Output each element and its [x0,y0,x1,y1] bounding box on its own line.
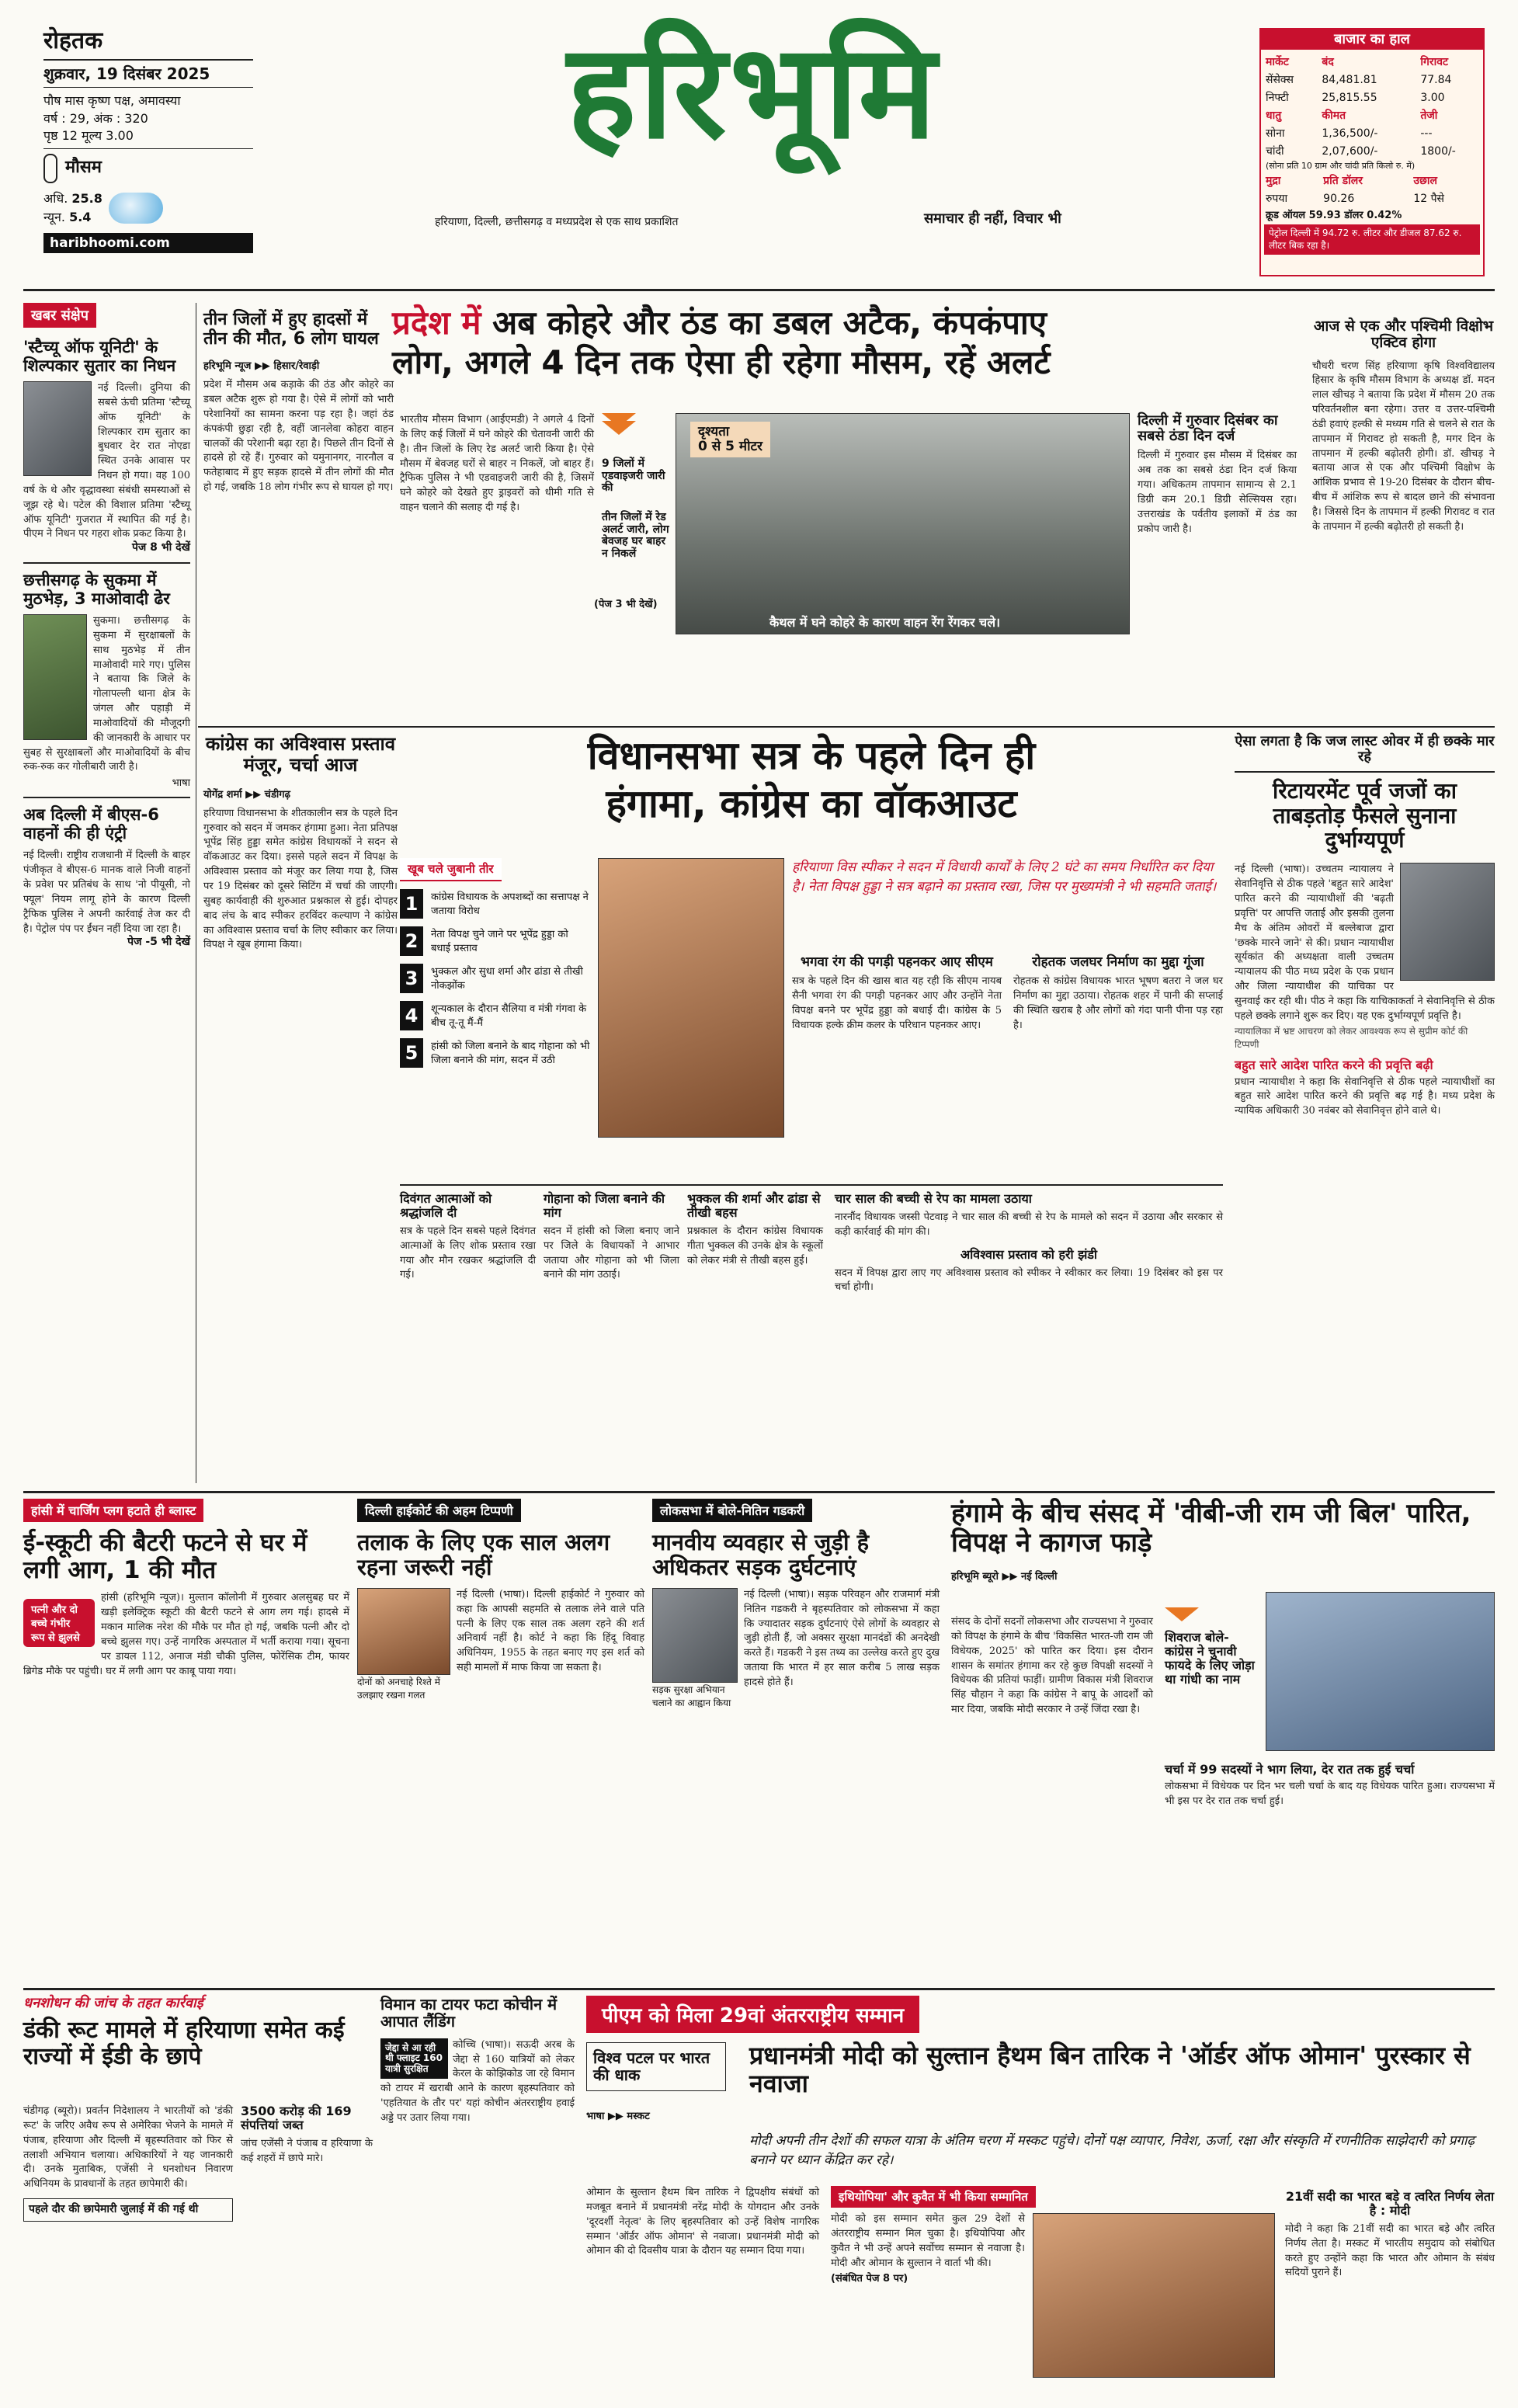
vbg-quote-box [1165,1607,1258,1687]
scooty-kicker: हांसी में चार्जिंग प्लग हटाते ही ब्लास्ट [23,1499,203,1522]
assembly-side-headline: कांग्रेस का अविश्वास प्रस्ताव मंजूर, चर्चा आज [205,733,396,776]
western-body: चौधरी चरण सिंह हरियाणा कृषि विश्वविद्यालय हिसार के कृषि मौसम विभाग के अध्यक्ष डॉ. मदन लाल खीचड़ ने बताया कि प्रदेश में मौसम 20 तक परिवर्तनशील बना रहेगा। उत्तर व उत्तर-पश्चिमी ठंडी हवाएं हल्की से मध्यम गति से चलने से रात के तापमान में गिरावट हो सकती है, मगर दिन के तापमान में हल्की बढ़ोतरी होगी। डॉ. खीचड़ ने बताया आज से एक और पश्चिमी विक्षोभ के आंशिक प्रभाव से 19-20 दिसंबर के दौरान बीच-बीच में आंशिक रूप से बादल छाने की संभावना है। जिससे दिन के तापमान में हल्की गिरावट व रात के तापमान में हल्की बढ़ोतरी हो सकती है। [1312,360,1495,533]
row-divider [23,1491,1495,1493]
visibility-badge [690,422,770,457]
tagline-left: हरियाणा, दिल्ली, छत्तीसगढ़ व मध्यप्रदेश से एक साथ प्रकाशित [435,216,679,228]
century-story [1285,2190,1495,2281]
gadkari-kicker: लोकसभा में बोले-नितिन गडकरी [652,1499,812,1522]
judges-body: नई दिल्ली (भाषा)। उच्चतम न्यायालय ने सेवानिवृत्ति से ठीक पहले 'बहुत सारे आदेश' पारित करने की न्यायाधीशों की 'बढ़ती प्रवृत्ति' पर आपत्ति जताई और इसकी तुलना मैच के अंतिम ओवरों में बल्लेबाज द्वारा 'छक्के मारने जाने' से की। प्रधान न्यायाधीश सूर्यकांत की अध्यक्षता वाली उच्चतम न्यायालय की पीठ मध्य प्रदेश के एक प्रधान और जिला न्यायाधीश की याचिका पर सुनवाई कर रही थी। पीठ ने कहा कि याचिकाकर्ता ने सेवानिवृत्ति से ठीक पहले छक्के लगाने शुरू कर दिए। यह एक दुर्भाग्यपूर्ण प्रवृत्ति है। [1235,863,1495,1022]
judges-sub-body: प्रधान न्यायाधीश ने कहा कि सेवानिवृत्ति से ठीक पहले न्यायाधीशों का बहुत सारे आदेश पारित करने की प्रवृत्ति बढ़ गई है। मध्य प्रदेश के न्यायिक अधिकारी 30 नवंबर को सेवानिवृत्त होने वाले थे। [1235,1075,1495,1117]
assembly-lead-story [400,734,1223,1487]
rohtak-water-story [1013,955,1223,1033]
page-ref[interactable]: पेज 8 भी देखें [131,541,190,554]
sub-body: सदन में विपक्ष द्वारा लाए गए अविश्वास प्रस्ताव को स्पीकर ने स्वीकार कर लिया। 19 दिसंबर को इस पर चर्चा होगी। [835,1267,1223,1294]
rape-case-story [835,1192,1223,1295]
fog-lead-story [392,304,1301,724]
century-headline: 21वीं सदी का भारत बड़े व त्वरित निर्णय लेता है : मोदी [1285,2189,1495,2218]
justice-photo [1400,863,1495,981]
min-temp-label: न्यून. [43,209,65,224]
chevron-icon [1165,1607,1199,1621]
assembly-headline-line1: विधानसभा सत्र के पहले दिन ही [587,733,1036,778]
gadkari-story [652,1499,940,1980]
western-headline: आज से एक और पश्चिमी विक्षोभ एक्टिव होगा [1313,318,1494,352]
edition-date: शुक्रवार, 19 दिसंबर 2025 [43,64,210,83]
min-temp: 5.4 [69,209,92,224]
dhak-title: विश्व पटल पर भारत की धाक [593,2048,710,2085]
market-cell: 25,815.55 [1322,91,1377,104]
website-link[interactable]: haribhoomi.com [43,233,253,253]
scooty-badge: पत्नी और दो बच्चे गंभीर रूप से झुलसे [23,1599,95,1647]
market-header: धातु [1266,109,1282,123]
max-temp-label: अधि. [43,190,68,206]
market-cell: --- [1420,127,1433,140]
judges-headline: रिटायरमेंट पूर्व जजों का ताबड़तोड़ फैसले सुनाना दुर्भाग्यपूर्ण [1273,778,1457,853]
brief-body: सुकमा। छत्तीसगढ़ के सुकमा में सुरक्षाबलों के साथ मुठभेड़ में तीन माओवादी मारे गए। पुलिस ने बताया कि जिले के गोलापल्ली थाना क्षेत्र के जंगल और पहाड़ी में माओवादियों की मौजूदगी की जानकारी के आधार पर सुबह से सुरक्षाबलों और माओवादियों के बीच रुक-रुक कर गोलीबारी जारी है। [23,615,190,773]
accident-headline: तीन जिलों में हुए हादसों में तीन की मौत, 6 लोग घायल [203,310,379,349]
list-number: 2 [400,926,423,956]
list-number: 3 [400,964,423,993]
scooty-story [23,1499,349,1980]
list-number: 5 [400,1038,423,1068]
market-header: गिरावट [1420,56,1449,69]
ed-stat [241,2104,373,2167]
market-cell: चांदी [1266,145,1284,158]
market-header: उछाल [1413,175,1437,188]
sub-headline: चार साल की बच्ची से रेप का मामला उठाया [835,1191,1032,1206]
fog-kicker: प्रदेश में [392,304,481,342]
sub-body: सदन में हांसी को जिला बनाए जाने पर जिले के विधायकों ने आभार जताया और गोहाना को भी जिला बनाने की मांग उठाई। [544,1225,679,1281]
market-header: प्रति डॉलर [1323,175,1363,188]
brief-body: नई दिल्ली। दुनिया की सबसे ऊंची प्रतिमा 'स्टैच्यू ऑफ यूनिटी' के शिल्पकार राम सुतार का बुधवार देर रात नोएडा स्थित उनके आवास पर निधन हो गया। वह 100 वर्ष के थे और वृद्धावस्था संबंधी समस्याओं से जूझ रहे थे। पटेल की विशाल प्रतिमा 'स्टैच्यू ऑफ यूनिटी' गुजरात में स्थापित की गई है। पीएम ने निधन पर गहरा शोक प्रकट किया है। [23,382,190,540]
ethiopia-kicker: इथियोपिया' और कुवैत में भी किया सम्मानित [831,2186,1036,2208]
sub-headline: भुक्कल की शर्मा और ढांडा से तीखी बहस [687,1191,821,1220]
ed-raids-story [23,1996,373,2399]
ed-badge: पहले दौर की छापेमारी जुलाई में की गई थी [23,2198,233,2222]
logo-text: हरिभूमि [567,16,940,168]
tagline-right: समाचार ही नहीं, विचार भी [924,210,1061,227]
crude-oil: क्रूड ऑयल 59.93 डॉलर 0.42% [1266,210,1402,222]
judges-sub-headline: बहुत सारे आदेश पारित करने की प्रवृत्ति बढ़ी [1235,1057,1433,1072]
market-cell: 90.26 [1323,192,1355,205]
accident-dateline: हरिभूमि न्यूज ▶▶ हिसार/रेवाड़ी [203,360,320,373]
fog-headline-line1 [392,304,1301,341]
list-item: शून्यकाल के दौरान सैलिया व मंत्री गंगवा के बीच तू-तू मैं-मैं [431,1003,587,1029]
ed-stat-value: 3500 करोड़ की 169 संपत्तियां जब्त [241,2104,352,2132]
market-cell: 12 पैसे [1413,193,1445,206]
brief-source: भाषा [172,777,190,790]
judges-kicker: ऐसा लगता है कि जज लास्ट ओवर में ही छक्के मार रहे [1235,733,1495,766]
sukma-photo [23,614,87,740]
market-cell: 3.00 [1420,91,1445,104]
market-cell: 1,36,500/- [1322,127,1378,140]
assembly-dateline: योगेंद्र शर्मा ▶▶ चंडीगढ़ [203,788,290,801]
vbg-note [1165,1763,1495,1809]
market-header: बंद [1322,56,1334,69]
market-table [1261,53,1483,160]
fog-photo [676,413,1130,634]
divorce-headline: तलाक के लिए एक साल अलग रहना जरूरी नहीं [357,1529,610,1581]
list-item: कांग्रेस विधायक के अपशब्दों का सत्तापक्ष ने जताया विरोध [431,891,589,917]
max-temp: 25.8 [71,190,102,206]
market-cell: 84,481.81 [1322,73,1377,86]
ed-stat-body: जांच एजेंसी ने पंजाब व हरियाणा के कई शहरों में छापे मारे। [241,2137,373,2164]
fog-infographic [602,413,672,561]
scooty-body: हांसी (हरिभूमि न्यूज)। मुल्तान कॉलोनी में गुरुवार अलसुबह घर में खड़ी इलेक्ट्रिक स्कूटी की बैटरी फटने से आग लग गई। हादसे में मकान मालिक नरेश की मौके पर मौत हो गई, जबकि पत्नी और दो बच्चे झुलस गए। उन्हें नागरिक अस्पताल में भर्ती कराया गया। सूचना पर डायल 112, अनाज मंडी चौकी पुलिस, फोरेंसिक टीम, फायर ब्रिगेड मौके पर पहुंची। घर में लगी आग पर काबू पाया गया। [23,1592,349,1677]
market-cell: सेंसेक्स [1266,74,1294,87]
ethiopia-body: मोदी को इस सम्मान समेत कुल 29 देशों से अंतरराष्ट्रीय सम्मान मिल चुका है। इथियोपिया और कुवैत ने भी उन्हें अपने सर्वोच्च सम्मान से नवाजा है। मोदी और ओमान के सुल्तान ने वार्ता भी की। [831,2213,1025,2269]
verbal-arrows-list [400,858,590,1075]
vbg-quote: शिवराज बोले- कांग्रेस ने चुनावी फायदे के लिए जोड़ा था गांधी का नाम [1165,1630,1255,1687]
advisory-note: 9 जिलों में एडवाइजरी जारी की [602,457,665,495]
metal-note: (सोना प्रति 10 ग्राम और चांदी प्रति किलो रु. में) [1266,161,1416,172]
pages-price: पृष्ठ 12 मूल्य 3.00 [43,127,134,143]
sub-headline: रोहतक जलघर निर्माण का मुद्दा गूंजा [1032,954,1204,970]
market-header: कीमत [1322,109,1346,123]
fog-page-ref[interactable]: (पेज 3 भी देखें) [594,599,658,610]
list-title: खूब चले जुबानी तीर [400,858,502,881]
divorce-story [357,1499,644,1980]
row-divider [400,1184,1223,1186]
pm-headline: प्रधानमंत्री मोदी को सुल्तान हैथम बिन तारिक ने 'ऑर्डर ऑफ ओमान' पुरस्कार से नवाजा [749,2041,1471,2098]
assembly-side-story [203,734,398,1487]
vbg-note-headline: चर्चा में 99 सदस्यों ने भाग लिया, देर रात तक हुई चर्चा [1165,1762,1415,1777]
sub-headline: भगवा रंग की पगड़ी पहनकर आए सीएम [801,954,993,970]
assembly-lead: हरियाणा विस स्पीकर ने सदन में विधायी कार्यों के लिए 2 घंटे का समय निर्धारित कर दिया है। नेता विपक्ष हुड्डा ने सत्र बढ़ाने का प्रस्ताव रखा, जिस पर मुख्यमंत्री ने भी सहमति जताई। [792,860,1217,895]
divorce-caption: दोनों को अनचाहे रिश्ते में उलझाए रखना गलत [357,1676,440,1701]
sub-body: रोहतक से कांग्रेस विधायक भारत भूषण बतरा ने जल घर निर्माण का मुद्दा उठाया। रोहतक शहर में पानी की सप्लाई की स्थिति खराब है और लोगों को गंदा पानी पीना पड़ रहा है। [1013,975,1223,1031]
vbg-body: संसद के दोनों सदनों लोकसभा और राज्यसभा ने गुरुवार को विपक्ष के हंगामे के बीच 'विकसित भारत-जी राम जी विधेयक, 2025' को पारित कर दिया। इस दौरान शासन के समांतर हंगामा कर रहे कुछ विपक्षी सदस्यों ने विधेयक की प्रतियां फाड़ीं। ग्रामीण विकास मंत्री शिवराज सिंह चौहान ने कहा कि कांग्रेस ने बापू के आदर्शों को मार दिया, जबकि मोदी सरकार ने उन्हें जिंदा रखा है। [951,1616,1153,1716]
delhi-cold-body: दिल्ली में गुरुवार इस मौसम में दिसंबर का अब तक का सबसे ठंडा दिन दर्ज किया गया। अधिकतम तापमान सामान्य से 2.1 डिग्री कम 20.1 डिग्री सेल्सियस रहा। उत्तराखंड के पर्वतीय इलाकों में ठंड का प्रकोप जारी है। [1138,450,1297,535]
assembly-lead-text [792,858,1223,896]
accident-story [203,311,394,714]
gadkari-photo [652,1588,738,1683]
visibility-label: दृश्यता [698,424,730,440]
divorce-body: नई दिल्ली (भाषा)। दिल्ली हाईकोर्ट ने गुरुवार को कहा कि आपसी सहमति से तलाक लेने वाले पति पत्नी के लिए एक साल तक अलग रहने की शर्त अनिवार्य नहीं है। कोर्ट ने कहा कि हिंदू विवाह अधिनियम, 1955 के तहत बनाए गए इस शर्त को सही मामलों में माफ किया जा सकता है। [457,1588,644,1674]
pm-kicker: पीएम को मिला 29वां अंतरराष्ट्रीय सम्मान [586,1996,919,2033]
fog-body: भारतीय मौसम विभाग (आईएमडी) ने अगले 4 दिनों के लिए कई जिलों में घने कोहरे की चेतावनी जारी की है। तीन जिलों के लिए रेड अलर्ट जारी किया है। ऐसे मौसम में बेवजह घरों से बाहर न निकलें, जो बाहर हैं। ट्रैफिक पुलिस ने भी एडवाइजरी जारी की है, जिसमें घने कोहरे को देखते हुए ड्राइवरों को धीमी गति से वाहन चलाने की सलाह दी गई है। [400,414,594,514]
scooty-headline: ई-स्कूटी की बैटरी फटने से घर में लगी आग, 1 की मौत [23,1529,307,1584]
sutar-photo [23,381,92,476]
thermometer-icon [43,154,57,183]
vbg-note-body: लोकसभा में विधेयक पर दिन भर चली चर्चा के बाद यह विधेयक पारित हुआ। राज्यसभा में भी इस पर देर रात तक चर्चा हुई। [1165,1780,1495,1807]
award-photo [1033,2213,1275,2378]
market-cell: 2,07,600/- [1322,144,1378,158]
pm-dateline: भाषा ▶▶ मस्कट [586,2111,650,2122]
ed-headline: डंकी रूट मामले में हरियाणा समेत कई राज्यों में ईडी के छापे [23,2017,345,2070]
judges-caption: न्यायालिका में भ्रष्ट आचरण को लेकर आवश्यक रूप से सुप्रीम कोर्ट की टिप्पणी [1235,1025,1468,1050]
visibility-value: 0 से 5 मीटर [698,439,762,455]
market-cell: 1800/- [1420,144,1456,158]
tribute-story [400,1192,536,1283]
sub-body: सत्र के पहले दिन सबसे पहले दिवंगत आत्माओं के लिए शोक प्रस्ताव रखा गया और मौन रखकर श्रद्धांजलि दी गई। [400,1225,536,1281]
western-disturbance-story [1312,318,1495,722]
petrol-price: पेट्रोल दिल्ली में 94.72 रु. लीटर और डीजल 87.62 रु. लीटर बिक रहा है। [1264,224,1480,255]
pm-oman-story [586,1996,1495,2399]
century-body: मोदी ने कहा कि 21वीं सदी का भारत बड़े और त्वरित निर्णय लेता है। मस्कट में भारतीय समुदाय को संबोधित करते हुए उन्होंने कहा कि भारत और ओमान के संबंध सदियों पुराने हैं। [1285,2222,1495,2279]
list-item: हांसी को जिला बनाने के बाद गोहाना को भी जिला बनाने की मांग, सदन में उठी [431,1041,590,1066]
masthead-divider [23,289,1495,291]
market-header: तेजी [1420,109,1438,123]
sub-headline: दिवंगत आत्माओं को श्रद्धांजलि दी [400,1191,492,1220]
cloud-icon [109,193,163,224]
edition-city: रोहतक [43,27,103,54]
tyre-body: कोच्चि (भाषा)। सऊदी अरब के जेद्दा से 160 यात्रियों को लेकर केरल के कोझिकोड जा रहे विमान को टायर में खराबी आने के कारण बृहस्पतिवार को 'एहतियात के तौर पर' यहां कोचीन अंतरराष्ट्रीय हवाई अड्डे पर उतार लिया गया। [380,2038,575,2124]
list-item: नेता विपक्ष चुने जाने पर भूपेंद्र हुड्डा को बधाई प्रस्ताव [431,929,568,954]
tyre-headline: विमान का टायर फटा कोचीन में आपात लैंडिंग [380,1995,558,2031]
pm-subhead: मोदी अपनी तीन देशों की सफल यात्रा के अंतिम चरण में मस्कट पहुंचे। दोनों पक्ष व्यापार, निवेश, ऊर्जा, रक्षा और संस्कृति में रणनीतिक साझेदारी को प्रगाढ़ बनाने पर ध्यान केंद्रित कर रहे। [749,2133,1475,2168]
fog-headline-line2: लोग, अगले 4 दिन तक ऐसा ही रहेगा मौसम, रहें अलर्ट [392,343,1051,382]
tyre-story [380,1996,575,2399]
dhak-box [586,2042,726,2091]
brief-headline: छत्तीसगढ़ के सुकमा में मुठभेड़, 3 माओवादी ढेर [23,570,170,608]
assembly-headline-line2: हंगामा, कांग्रेस का वॉकआउट [606,781,1017,826]
volume: वर्ष : 29, अंक : 320 [43,110,148,126]
market-header: मुद्रा [1266,175,1281,188]
assembly-body: हरियाणा विधानसभा के शीतकालीन सत्र के पहले दिन गुरुवार को सदन में जमकर हंगामा हुआ। नेता प्रतिपक्ष भूपेंद्र सिंह हुड्डा समेत कांग्रेस विधायकों ने सदन से वॉकआउट कर दिया। इससे पहले सदन में विपक्ष के अविश्वास प्रस्ताव को मंजूर कर लिया गया है, जिस पर 19 दिसंबर को दूसरे सिटिंग में चर्चा की जाएगी। सुबह कार्यवाही की शुरुआत प्रश्नकाल से हुई। दोपहर बाद लंच के बाद स्पीकर हरविंदर कल्याण ने कांग्रेस का अविश्वास प्रस्ताव चर्चा के लिए स्वीकार कर लिया। विपक्ष ने खूब हंगामा किया। [203,807,398,951]
vbg-bill-story [951,1499,1495,1980]
gavel-photo [357,1588,450,1675]
list-number: 4 [400,1001,423,1030]
divorce-kicker: दिल्ली हाईकोर्ट की अहम टिप्पणी [357,1499,521,1522]
sub-body: नारनौंद विधायक जस्सी पेटवाड़ ने चार साल की बच्ची से रेप के मामले को सदन में उठाया और सरकार से कड़ी कार्रवाई की मांग की। [835,1211,1223,1238]
vbg-dateline: हरिभूमि ब्यूरो ▶▶ नई दिल्ली [951,1571,1058,1583]
fx-table [1261,172,1483,207]
market-cell: सोना [1266,127,1285,141]
edition-info [43,28,253,253]
brief-body: नई दिल्ली। राष्ट्रीय राजधानी में दिल्ली के बाहर पंजीकृत वे बीएस-6 मानक वाले निजी वाहनों के प्रवेश पर प्रतिबंध के साथ 'नो पीयूसी, नो फ्यूल' नियम लागू होने के कारण दिल्ली ट्रैफिक पुलिस ने अपनी कार्रवाई तेज कर दी है। पेट्रोल पंप पर ईंधन नहीं दिया जा रहा है। [23,850,190,935]
delhi-cold-headline: दिल्ली में गुरुवार दिसंबर का सबसे ठंडा दिन दर्ज [1138,412,1278,445]
market-cell: रुपया [1266,193,1288,206]
gohana-story [544,1192,679,1283]
page-ref[interactable]: पेज -5 भी देखें [127,936,190,949]
brief-headline: 'स्टैच्यू ऑफ यूनिटी' के शिल्पकार सुतार का निधन [23,338,176,375]
market-box [1259,28,1485,276]
panchang: पौष मास कृष्ण पक्ष, अमावस्या [43,92,181,108]
tyre-badge: जेद्दा से आ रही थी फ्लाइट 160 यात्री सुरक्षित [380,2038,448,2079]
fog-photo-caption: कैथल में घने कोहरे के कारण वाहन रेंग रेंगकर चले। [769,615,1001,630]
sub-headline: गोहाना को जिला बनाने की मांग [544,1191,665,1220]
bhukkal-story [687,1192,823,1268]
market-cell: 77.84 [1420,73,1452,86]
weather-label: मौसम [65,158,102,178]
judges-story [1235,734,1495,1487]
delhi-cold-story [1138,413,1297,537]
list-item: भुक्कल और सुधा शर्मा और ढांडा से तीखी नोकझोंक [431,966,583,992]
cm-photo [598,858,784,1138]
logo [404,14,1103,177]
parliament-photo [1266,1592,1495,1751]
saffron-turban-story [792,955,1002,1033]
gadkari-body: नई दिल्ली (भाषा)। सड़क परिवहन और राजमार्ग मंत्री नितिन गडकरी ने बृहस्पतिवार को लोकसभा में कहा कि ज्यादातर सड़क दुर्घटनाएं ऐसे लोगों के व्यवहार से जुड़ी होती हैं, जो अक्सर सुरक्षा मानदंडों की अनदेखी करते हैं। गडकरी ने इस तथ्य का उल्लेख करते हुए दुख जताया कि भारत में हर साल करीब 5 लाख सड़क हादसे होते हैं। [744,1588,940,1688]
sub-body: प्रश्नकाल के दौरान कांग्रेस विधायक गीता भुक्कल की उनके क्षेत्र के स्कूलों को लेकर मंत्री से तीखी बहस हुई। [687,1225,823,1267]
ed-body: चंडीगढ़ (ब्यूरो)। प्रवर्तन निदेशालय ने भारतीयों को 'डंकी रूट' के जरिए अवैध रूप से अमेरिका भेजने के मामले में पंजाब, हरियाणा और दिल्ली में बृहस्पतिवार को फिर से तलाशी अभियान चलाया। अधिकारियों ने यह जानकारी दी। उनके मुताबिक, एजेंसी ने धनशोधन निवारण अधिनियम के प्रावधानों के तहत छापेमारी की। [23,2105,233,2191]
masthead [0,0,1518,289]
ed-kicker: धनशोधन की जांच के तहत कार्रवाई [23,1995,203,2011]
news-brief-column [23,303,190,1483]
sub-headline: अविश्वास प्रस्ताव को हरी झंडी [960,1246,1098,1262]
market-header: मार्केट [1266,56,1289,69]
vbg-headline: हंगामे के बीच संसद में 'वीबी-जी राम जी बिल' पारित, विपक्ष ने कागज फाड़े [951,1498,1471,1559]
row-divider [23,1988,1495,1990]
brief-title: खबर संक्षेप [23,303,96,328]
pm-body: ओमान के सुल्तान हैथम बिन तारिक ने द्विपक्षीय संबंधों को मजबूत बनाने में प्रधानमंत्री नरेंद्र मोदी के योगदान और उनके 'दूरदर्शी नेतृत्व' के लिए बृहस्पतिवार को उन्हें विशेष नागरिक सम्मान 'ऑर्डर ऑफ ओमान' से नवाजा। प्रधानमंत्री मोदी को ओमान की दो दिवसीय यात्रा के दौरान यह सम्मान दिया गया। [586,2187,819,2257]
sub-body: सत्र के पहले दिन की खास बात यह रही कि सीएम नायब सैनी भगवा रंग की पगड़ी पहनकर आए और उन्होंने नेता विपक्ष बनने पर भूपेंद्र हुड्डा को बधाई दी। कांग्रेस के 5 विधायक हल्के क्रीम कलर के परिधान पहनकर आए। [792,975,1002,1031]
red-alert-note: तीन जिलों में रेड अलर्ट जारी, लोग बेवजह घर बाहर न निकलें [602,511,669,561]
list-number: 1 [400,889,423,919]
ethiopia-box [831,2186,1273,2285]
market-cell: निफ्टी [1266,92,1289,105]
page-ref[interactable]: (संबंधित पेज 8 पर) [831,2273,908,2285]
accident-body: प्रदेश में मौसम अब कड़ाके की ठंड और कोहरे का डबल अटैक शुरू हो गया है। ऐसे में लोगों को भारी परेशानियों का सामना करना पड़ रहा है। जहां ठंड कंपकंपी छुड़ा रही है, वहीं जानलेवा कोहरा वाहन चालकों की परेशानी बढ़ा रहा है। पिछले तीन दिनों से हादसे हो रहे हैं। गुरुवार को यमुनानगर, नारनौल व फतेहाबाद में हुए सड़क हादसे में तीन लोगों की मौत हो गई, जबकि 18 लोग गंभीर रूप से घायल हो गए। [203,379,394,494]
chevron-icon [602,421,636,435]
fog-headline-text: अब कोहरे और ठंड का डबल अटैक, कंपकंपाए [492,304,1047,342]
gadkari-caption: सड़क सुरक्षा अभियान चलाने का आह्वान किया [652,1684,731,1708]
gadkari-headline: मानवीय व्यवहार से जुड़ी है अधिकतर सड़क दुर्घटनाएं [652,1529,869,1581]
brief-headline: अब दिल्ली में बीएस-6 वाहनों की ही एंट्री [23,805,159,843]
row-divider [198,726,1495,728]
market-title: बाजार का हाल [1261,30,1483,50]
